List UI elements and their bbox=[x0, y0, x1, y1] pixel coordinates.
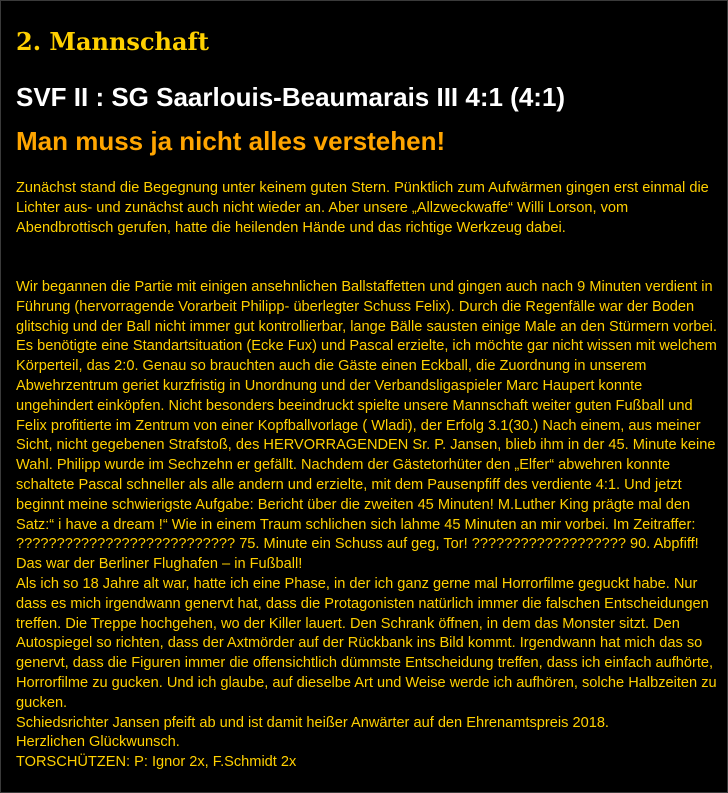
report-paragraph-horror: Als ich so 18 Jahre alt war, hatte ich eine Phase, in der ich ganz gerne mal Horrorfilme geguckt habe. Nur dass es mich irgendwann genervt hat, dass die Protagonisten natürlich immer die falschen Entscheidungen treffen. Die Treppe hochgehen, wo der Killer lauert. Den Schrank öffnen, in dem das Monster sitzt. Den Autospiegel so richten, dass der Axtmörder auf der Rückbank ins Bild kommt. Irgendwann hat mich das so genervt, dass die Figuren immer die offensichtlich dümmste Entscheidung treffen, dass ich einfach aufhörte, Horrorfilme zu gucken. Und ich glaube, auf dieselbe Art und Weise werde ich aufhören, solche Halbzeiten zu gucken. bbox=[16, 575, 717, 711]
match-report bbox=[16, 179, 722, 773]
report-headline: Man muss ja nicht alles verstehen! bbox=[16, 126, 446, 156]
goal-scorers: TORSCHÜTZEN: P: Ignor 2x, F.Schmidt 2x bbox=[16, 754, 297, 771]
intro-paragraph: Zunächst stand die Begegnung unter keinem guten Stern. Pünktlich zum Aufwärmen gingen erst einmal die Lichter aus- und zunächst auch nicht wieder an. Aber unsere „Allzweckwaffe“ Willi Lorson, vom Abendbrottisch gerufen, hatte die heilenden Hände und das richtige Werkzeug dabei. bbox=[16, 180, 709, 236]
report-paragraph-summary: Das war der Berliner Flughafen – in Fußball! bbox=[16, 556, 303, 573]
section-title: 2. Mannschaft bbox=[16, 27, 209, 56]
report-paragraph-referee: Schiedsrichter Jansen pfeift ab und ist damit heißer Anwärter auf den Ehrenamtspreis 2018. bbox=[16, 714, 609, 731]
paragraph-spacer bbox=[16, 258, 722, 278]
paragraph-spacer bbox=[16, 238, 722, 258]
report-paragraph-first-half: Wir begannen die Partie mit einigen ansehnlichen Ballstaffetten und gingen auch nach 9 Minuten verdient in Führung (hervorragende Vorarbeit Philipp- überlegter Schuss Felix). Durch die Regenfälle war der Boden glitschig und der Ball nicht immer gut kontrollierbar, lange Bälle sausten einige Male an den Stürmern vorbei. Es benötigte eine Standartsituation (Ecke Fux) und Pascal erzielte, ich möchte gar nicht wissen mit welchem Körperteil, das 2:0. Genau so brauchten auch die Gäste einen Eckball, die Zuordnung in unserem Abwehrzentrum geriet kurzfristig in Unordnung und der Verbandsligaspieler Marc Haupert konnte ungehindert einköpfen. Nicht besonders beeindruckt spielte unsere Mannschaft weiter guten Fußball und Felix profitierte im Zentrum von einer Kopfballvorlage ( Wladi), der Erfolg 3.1(30.) Nach einem, aus meiner Sicht, nicht gegebenen Strafstoß, des HERVORRAGENDEN Sr. P. Jansen, blieb ihm in der 45. Minute keine Wahl. Philipp wurde im Sechzehn er gefällt. Nachdem der Gästetorhüter den „Elfer“ abwehren konnte schaltete Pascal schneller als alle andern und erzielte, mit dem Pausenpfiff des verdiente 4:1. Und jetzt beginnt meine schwierigste Aufgabe: Bericht über die zweiten 45 Minuten! M.Luther King prägte mal den Satz:“ i have a dream !“ Wie in einem Traum schlichen sich lahme 45 Minuten an mir vorbei. Im Zeitraffer: ??????????????????????????? 75. Minute ein Schuss auf geg, Tor! ??????????????????? 90. Abpfiff! bbox=[16, 278, 717, 553]
report-paragraph-congrats: Herzlichen Glückwunsch. bbox=[16, 734, 180, 751]
match-result: SVF II : SG Saarlouis-Beaumarais III 4:1 (4:1) bbox=[16, 82, 566, 112]
